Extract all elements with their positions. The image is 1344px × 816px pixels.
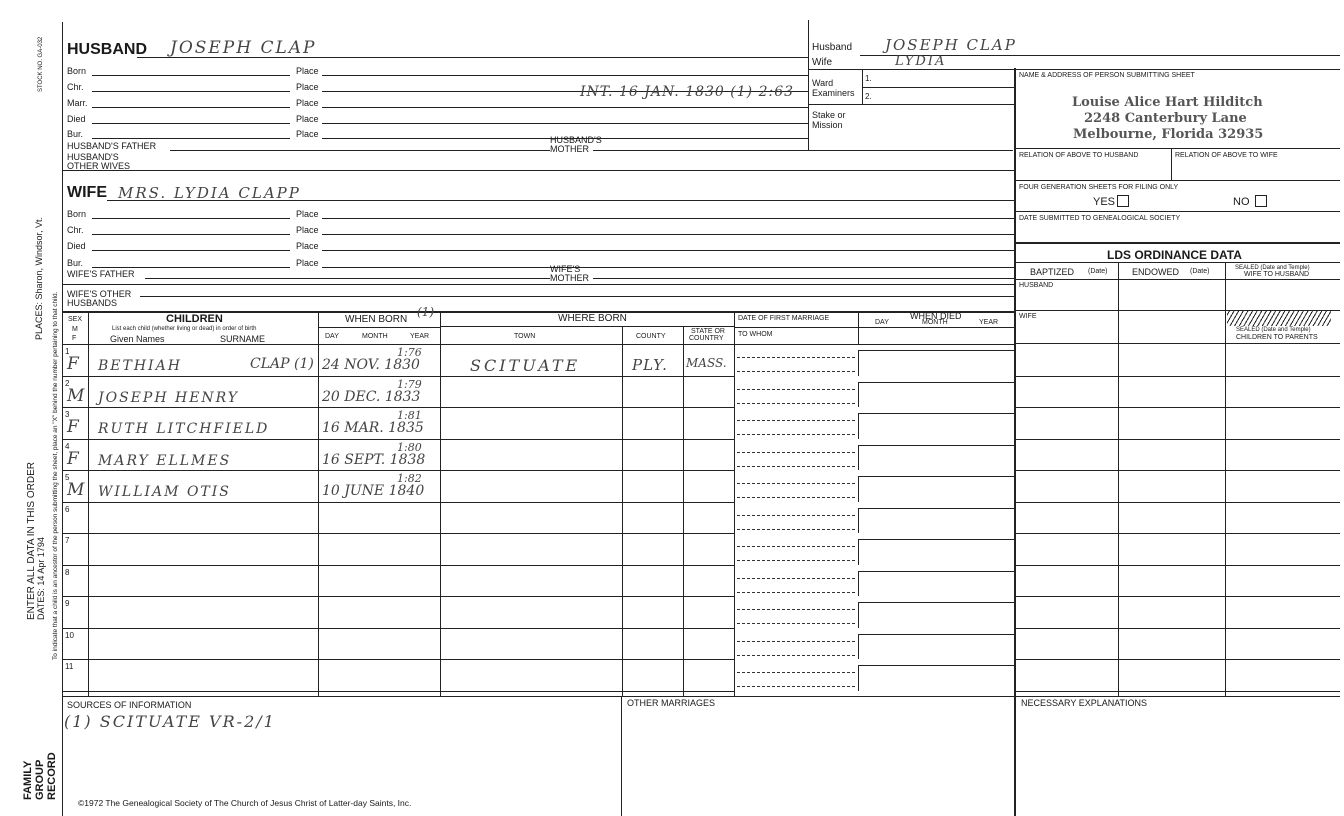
husband-event-date-line [92, 107, 290, 108]
right-wife-line [808, 69, 1340, 70]
marriage-spouse-dash [737, 434, 855, 435]
when-born-subline [318, 327, 440, 328]
marriage-date-dash [737, 515, 855, 516]
child-record-ref: 1:79 [397, 377, 422, 391]
instructions-dates: DATES: 14 Apr 1794 [36, 537, 46, 620]
child-number: 7 [65, 536, 70, 545]
lds-title-bottom [1014, 262, 1340, 263]
died-line [858, 665, 1014, 666]
to-whom-header: TO WHOM [738, 331, 773, 338]
child-row [62, 565, 1014, 597]
wife-event-label: Born [67, 209, 87, 219]
endowed-date-label: (Date) [1190, 268, 1210, 275]
wife-event-place-line [322, 267, 1014, 268]
husband-event-label: Died [67, 114, 86, 124]
wife-event-date-line [92, 234, 290, 235]
child-sex[interactable]: M [67, 480, 85, 500]
wife-event-place-line [322, 250, 1014, 251]
stake-label-1: Stake or [812, 110, 846, 120]
sealed-children-label-2: CHILDREN TO PARENTS [1236, 334, 1318, 341]
born-day-header: DAY [325, 333, 339, 340]
died-bracket [858, 508, 859, 534]
child-row [62, 628, 1014, 660]
child-sex[interactable]: F [67, 417, 79, 437]
marriage-spouse-dash [737, 529, 855, 530]
wife-other-label-1: WIFE'S OTHER [67, 289, 132, 299]
child-sex[interactable]: F [67, 354, 79, 374]
wife-event-place-line [322, 218, 1014, 219]
wife-event-place-label: Place [296, 241, 319, 251]
relation-wife-label: RELATION OF ABOVE TO WIFE [1175, 152, 1278, 159]
husband-event-date-line [92, 91, 290, 92]
right-husband-label: Husband [812, 42, 853, 53]
lds-wife-row: WIFE [1019, 313, 1037, 320]
wife-event-place-label: Place [296, 225, 319, 235]
wife-event-date-line [92, 250, 290, 251]
lds-row-bottom [1014, 628, 1340, 629]
baptized-date-label: (Date) [1088, 268, 1108, 275]
lds-col-1 [1118, 262, 1119, 696]
child-record-ref: 1:81 [397, 409, 422, 422]
first-marriage-header: DATE OF FIRST MARRIAGE [738, 315, 830, 322]
wife-event-label: Died [67, 241, 86, 251]
wife-other-top [62, 284, 1014, 285]
marriage-date-dash [737, 357, 855, 358]
lds-row-bottom [1014, 502, 1340, 503]
died-bracket [858, 350, 859, 376]
sex-header: SEX [68, 316, 83, 323]
lds-row-bottom [1014, 470, 1340, 471]
sealed-hatch [1227, 311, 1331, 326]
child-number: 9 [65, 599, 70, 608]
submitter-name: Louise Alice Hart Hilditch [1072, 95, 1263, 110]
died-line [858, 571, 1014, 572]
right-header-divider [808, 20, 809, 150]
wife-name[interactable]: MRS. LYDIA CLAPP [118, 184, 301, 202]
submitter-label: NAME & ADDRESS OF PERSON SUBMITTING SHEET [1019, 72, 1195, 79]
husband-event-place-label: Place [296, 129, 319, 139]
husband-event-place-label: Place [296, 82, 319, 92]
child-number: 3 [65, 410, 70, 419]
right-wife-value[interactable]: LYDIA [895, 54, 947, 69]
examiners-label: Examiners [812, 88, 855, 98]
form-title-group: GROUP [34, 759, 46, 800]
sex-m-header: M [72, 326, 78, 333]
child-number: 4 [65, 441, 70, 451]
relation-divider [1171, 148, 1172, 180]
state-header-1: STATE OR [691, 328, 725, 335]
wife-event-place-label: Place [296, 209, 319, 219]
relation-husband-label: RELATION OF ABOVE TO HUSBAND [1019, 152, 1139, 159]
marriage-spouse-dash [737, 403, 855, 404]
marriage-value[interactable]: INT. 16 JAN. 1830 (1) 2:63 [580, 84, 795, 100]
copyright: ©1972 The Genealogical Society of The Church of Jesus Christ of Latter-day Saints, Inc. [78, 798, 412, 808]
given-names-header: Given Names [110, 334, 165, 344]
lds-row-bottom [1014, 439, 1340, 440]
relation-bottom [1014, 180, 1340, 181]
died-bracket [858, 571, 859, 597]
husband-event-place-label: Place [296, 98, 319, 108]
where-born-subline [440, 326, 734, 327]
footer-divider [621, 696, 622, 816]
husband-section-bottom [62, 170, 1014, 171]
born-month-header: MONTH [362, 333, 388, 340]
child-birth-date[interactable]: 20 DEC. 1833 [322, 388, 421, 405]
husband-event-date-line [92, 123, 290, 124]
child-record-ref: 1:80 [397, 440, 422, 454]
died-line [858, 476, 1014, 477]
lds-row-bottom [1014, 565, 1340, 566]
child-given-name[interactable]: JOSEPH HENRY [98, 389, 240, 406]
lds-row-bottom [1014, 533, 1340, 534]
children-header: CHILDREN [166, 313, 223, 325]
submitter-street: 2248 Canterbury Lane [1084, 111, 1247, 126]
stake-top [808, 104, 1014, 105]
stock-number: STOCK NO. GA-032 [38, 36, 44, 92]
marriage-date-dash [737, 483, 855, 484]
child-number: 1 [65, 347, 70, 356]
wife-mother-line [593, 278, 1014, 279]
husband-event-date-line [92, 75, 290, 76]
husband-other-wives-label-1: HUSBAND'S [67, 152, 119, 162]
husband-event-place-line [322, 107, 808, 108]
died-line [858, 382, 1014, 383]
died-line [858, 413, 1014, 414]
child-number: 8 [65, 567, 70, 577]
died-bracket [858, 445, 859, 471]
died-day-header: DAY [875, 319, 889, 326]
ward-label: Ward [812, 78, 834, 88]
child-row [62, 502, 1014, 534]
right-wife-label: Wife [812, 57, 832, 68]
other-marriages-label: OTHER MARRIAGES [627, 698, 716, 708]
examiner-line [862, 87, 1014, 88]
child-row [62, 596, 1014, 628]
died-line [858, 539, 1014, 540]
child-row [62, 659, 1014, 691]
died-bracket [858, 665, 859, 691]
husband-event-label: Bur. [67, 129, 84, 139]
died-year-header: YEAR [979, 319, 999, 326]
died-month-header: MONTH [922, 319, 948, 326]
born-year-header: YEAR [410, 333, 430, 340]
marriage-spouse-dash [737, 466, 855, 467]
endowed-label: ENDOWED [1132, 267, 1179, 277]
died-line [858, 508, 1014, 509]
wife-mother-label-1: WIFE'S [550, 264, 581, 274]
explanations-label: NECESSARY EXPLANATIONS [1021, 698, 1148, 708]
marriage-subline [734, 327, 858, 328]
submitter-city: Melbourne, Florida 32935 [1073, 127, 1264, 142]
husband-father-line [170, 150, 550, 151]
husband-mother-line [593, 150, 1013, 151]
child-given-name[interactable]: MARY ELLMES [98, 452, 232, 469]
yes-checkbox[interactable] [1117, 195, 1129, 207]
when-born-note: (1) [417, 305, 434, 319]
child-surname[interactable]: CLAP (1) [250, 356, 314, 372]
marriage-date-dash [737, 452, 855, 453]
died-bracket [858, 634, 859, 660]
four-gen-label: FOUR GENERATION SHEETS FOR FILING ONLY [1019, 184, 1179, 191]
husband-mother-label-1: HUSBAND'S [550, 135, 602, 145]
child-birth-date[interactable]: 10 JUNE 1840 [322, 483, 425, 499]
form-title-family: FAMILY [22, 760, 34, 800]
sealed-children-label-1: SEALED (Date and Temple) [1236, 327, 1311, 333]
child-birth-date[interactable]: 24 NOV. 1830 [322, 357, 420, 373]
husband-event-place-label: Place [296, 66, 319, 76]
marriage-date-dash [737, 641, 855, 642]
sex-f-header: F [72, 335, 77, 342]
marriage-date-dash [737, 389, 855, 390]
sources-label: SOURCES OF INFORMATION [67, 700, 192, 710]
child-birth-date[interactable]: 16 SEPT. 1838 [322, 451, 426, 468]
wife-event-label: Chr. [67, 225, 84, 235]
wife-heading: WIFE [67, 184, 107, 201]
wife-event-label: Bur. [67, 258, 84, 268]
baptized-label: BAPTIZED [1030, 267, 1075, 277]
surname-header: SURNAME [220, 334, 266, 344]
marriage-date-dash [737, 420, 855, 421]
date-submitted-label: DATE SUBMITTED TO GENEALOGICAL SOCIETY [1019, 215, 1181, 222]
marriage-spouse-dash [737, 623, 855, 624]
husband-event-date-line [92, 138, 290, 139]
died-bracket [858, 539, 859, 565]
places-note: PLACES: Sharon, Windsor, Vt. [34, 216, 44, 340]
lds-row-bottom [1014, 407, 1340, 408]
wife-mother-label-2: MOTHER [550, 273, 589, 283]
child-birth-state[interactable]: MASS. [686, 356, 727, 370]
instructions-order: ENTER ALL DATA IN THIS ORDER [26, 462, 37, 620]
marriage-spouse-dash [737, 686, 855, 687]
marriage-spouse-dash [737, 592, 855, 593]
marriage-spouse-dash [737, 560, 855, 561]
husband-heading: HUSBAND [67, 41, 147, 58]
wife-event-date-line [92, 267, 290, 268]
husband-event-label: Marr. [67, 98, 88, 108]
sealed-wife-label-1: SEALED (Date and Temple) [1235, 265, 1310, 271]
lds-col-2 [1225, 262, 1226, 696]
footer-top [62, 696, 1340, 697]
marriage-date-dash [737, 609, 855, 610]
child-record-ref: 1:82 [397, 472, 422, 485]
lds-row-bottom [1014, 596, 1340, 597]
child-record-ref: 1:76 [397, 346, 422, 359]
died-line [858, 602, 1014, 603]
lds-children-top [1014, 343, 1340, 344]
marriage-spouse-dash [737, 655, 855, 656]
child-birth-date[interactable]: 16 MAR. 1835 [322, 420, 424, 436]
died-line [858, 350, 1014, 351]
where-born-header: WHERE BORN [558, 313, 627, 324]
lds-husband-row: HUSBAND [1019, 282, 1054, 289]
wife-event-place-line [322, 234, 1014, 235]
marriage-date-dash [737, 546, 855, 547]
marriage-date-dash [737, 672, 855, 673]
lds-row-bottom [1014, 659, 1340, 660]
husband-name[interactable]: JOSEPH CLAP [170, 38, 317, 58]
child-number: 6 [65, 504, 70, 514]
wife-event-place-label: Place [296, 258, 319, 268]
husband-event-label: Chr. [67, 82, 84, 92]
sealed-wife-label-2: WIFE TO HUSBAND [1244, 271, 1310, 278]
died-subline [858, 327, 1014, 328]
marriage-spouse-dash [737, 497, 855, 498]
when-died-header: WHEN DIED [910, 311, 962, 321]
died-bracket [858, 476, 859, 502]
child-number: 10 [65, 630, 74, 640]
lds-row-bottom [1014, 376, 1340, 377]
husband-mother-label-2: MOTHER [550, 144, 589, 154]
county-header: COUNTY [636, 333, 666, 340]
died-line [858, 445, 1014, 446]
husband-event-place-line [322, 123, 808, 124]
stake-label-2: Mission [812, 120, 843, 130]
lds-title: LDS ORDINANCE DATA [1107, 248, 1242, 262]
col-marriage [858, 312, 859, 344]
no-checkbox[interactable] [1255, 195, 1267, 207]
state-header-2: COUNTRY [689, 335, 724, 342]
no-label: NO [1233, 196, 1250, 208]
child-row [62, 533, 1014, 565]
died-line [858, 634, 1014, 635]
children-note: List each child (whether living or dead) in order of birth [112, 326, 257, 332]
marriage-date-dash [737, 578, 855, 579]
child-birth-county[interactable]: PLY. [632, 356, 668, 374]
submitter-bottom [1014, 148, 1340, 149]
child-sex[interactable]: M [67, 385, 85, 406]
when-born-header: WHEN BORN [345, 314, 408, 325]
ancestor-indicator-note: To indicate that a child is an ancestor of the person submitting the sheet, place an "X" behind the number pertaining to that child. [52, 291, 59, 660]
child-number: 5 [65, 473, 70, 482]
child-given-name[interactable]: WILLIAM OTIS [98, 484, 231, 500]
child-number: 2 [65, 378, 70, 388]
died-bracket [858, 602, 859, 628]
died-bracket [858, 413, 859, 439]
right-husband-value[interactable]: JOSEPH CLAP [885, 36, 1017, 54]
child-birth-town[interactable]: SCITUATE [470, 356, 581, 375]
wife-event-date-line [92, 218, 290, 219]
child-sex[interactable]: F [67, 448, 79, 469]
child-number: 11 [65, 662, 74, 671]
wife-other-line [140, 296, 1014, 297]
yes-label: YES [1093, 196, 1116, 208]
husband-event-place-line [322, 75, 808, 76]
town-header: TOWN [514, 333, 536, 340]
examiner-1: 1. [865, 74, 872, 83]
examiner-2: 2. [865, 92, 872, 101]
lds-row-bottom [1014, 691, 1340, 692]
form-title-record: RECORD [46, 752, 58, 800]
died-bracket [858, 382, 859, 408]
wife-other-label-2: HUSBANDS [67, 298, 118, 308]
four-gen-bottom [1014, 211, 1340, 212]
lds-header-bottom [1014, 279, 1340, 280]
husband-event-place-label: Place [296, 114, 319, 124]
marriage-spouse-dash [737, 371, 855, 372]
husband-father-label: HUSBAND'S FATHER [67, 141, 157, 151]
child-given-name[interactable]: RUTH LITCHFIELD [98, 421, 270, 437]
husband-other-wives-label-2: OTHER WIVES [67, 161, 131, 171]
husband-event-label: Born [67, 66, 87, 76]
wife-father-label: WIFE'S FATHER [67, 269, 135, 279]
date-submitted-bottom [1014, 242, 1340, 244]
child-row-bottom [62, 691, 734, 692]
wife-father-line [145, 278, 550, 279]
child-given-name[interactable]: BETHIAH [98, 358, 182, 374]
sources-value[interactable]: (1) SCITUATE VR-2/1 [64, 712, 276, 731]
